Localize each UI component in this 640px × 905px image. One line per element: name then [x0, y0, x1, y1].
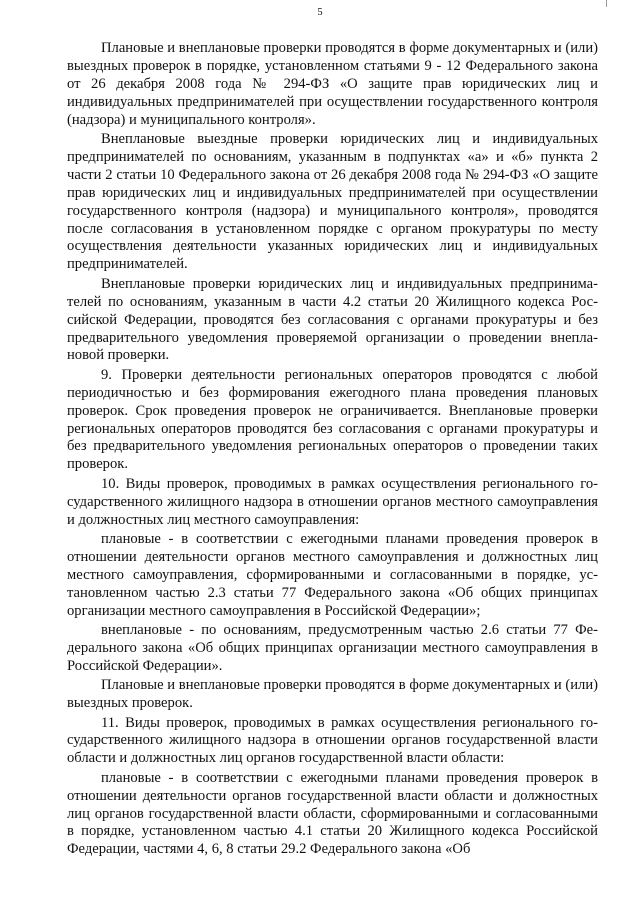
paragraph-item-10-local-government: 10. Виды проверок, проводимых в рамках осуществления регионального государственного жилищного надзора в отношении органов местного самоуправления и должностных лиц местного самоуправления:	[67, 475, 598, 528]
paragraph-item-10-forms: Плановые и внеплановые проверки проводятся в форме документарных и (или) выездных проверок.	[67, 677, 598, 712]
paragraph-inspection-forms: Плановые и внеплановые проверки проводятся в форме документарных и (или) выездных проверок в порядке, установленном статьями 9 - 12 Федерального закона от 26 декабря 2008 года № 294-ФЗ «О защите прав юридических лиц и индивидуальных предпринимателей при осуществлении государственного контроля (надзора) и муниципального контроля».	[67, 40, 598, 128]
paragraph-unscheduled-inspections-housing-code: Внеплановые проверки юридических лиц и индивидуальных предпринимателей по основаниям, указанным в части 4.2 статьи 20 Жилищного кодекса Российской Федерации, проводятся без согласования с органами прокуратуры и без предварительного уведомления проверяемой организации о проведении внеплановой проверки.	[67, 275, 598, 364]
paragraph-item-10-scheduled: плановые - в соответствии с ежегодными планами проведения проверок в отношении деятельности органов местного самоуправления и должностных лиц местного самоуправления, сформированными и согласованными в порядке, установленном частью 2.3 статьи 77 Федерального закона «Об общих принципах организации местного самоуправления в Российской Федерации»;	[67, 530, 598, 619]
page-number: 5	[317, 7, 323, 18]
document-body	[67, 40, 598, 861]
paragraph-item-11-scheduled: плановые - в соответствии с ежегодными планами проведения проверок в отношении деятельности органов государственной власти области и должностных лиц органов государственной власти области, сформированными и согласованными в порядке, установленном частью 4.1 статьи 20 Жилищного кодекса Российской Федерации, частями 4, 6, 8 статьи 29.2 Федерального закона «Об	[67, 769, 598, 858]
paragraph-item-10-unscheduled: внеплановые - по основаниям, предусмотренным частью 2.6 статьи 77 Федерального закона «Об общих принципах организации местного самоуправления в Российской Федерации».	[67, 622, 598, 674]
paragraph-unscheduled-onsite-inspections: Внеплановые выездные проверки юридических лиц и индивидуальных предпринимателей по основаниям, указанным в подпунктах «а» и «б» пункта 2 части 2 статьи 10 Федерального закона от 26 декабря 2008 года № 294-ФЗ «О защите прав юридических лиц и индивидуальных предпринимателей при осуществлении государственного контроля (надзора) и муниципального контроля», проводятся после согласования в установленном порядке с органом прокуратуры по месту осуществления деятельности указанных юридических лиц и индивидуальных предпринимателей.	[67, 131, 598, 273]
paragraph-item-11-state-authorities: 11. Виды проверок, проводимых в рамках осуществления регионального государственного жилищного надзора в отношении органов государственной власти области и должностных лиц органов государственной власти области:	[67, 714, 598, 767]
paragraph-item-9-regional-operators: 9. Проверки деятельности региональных операторов проводятся с любой периодичностью и без формирования ежегодного плана проведения плановых проверок. Срок проведения проверок не ограничивается. Внеплановые проверки региональных операторов проводятся без согласования с органами прокуратуры и без предварительного уведомления региональных операторов о проведении таких проверок.	[67, 366, 598, 473]
